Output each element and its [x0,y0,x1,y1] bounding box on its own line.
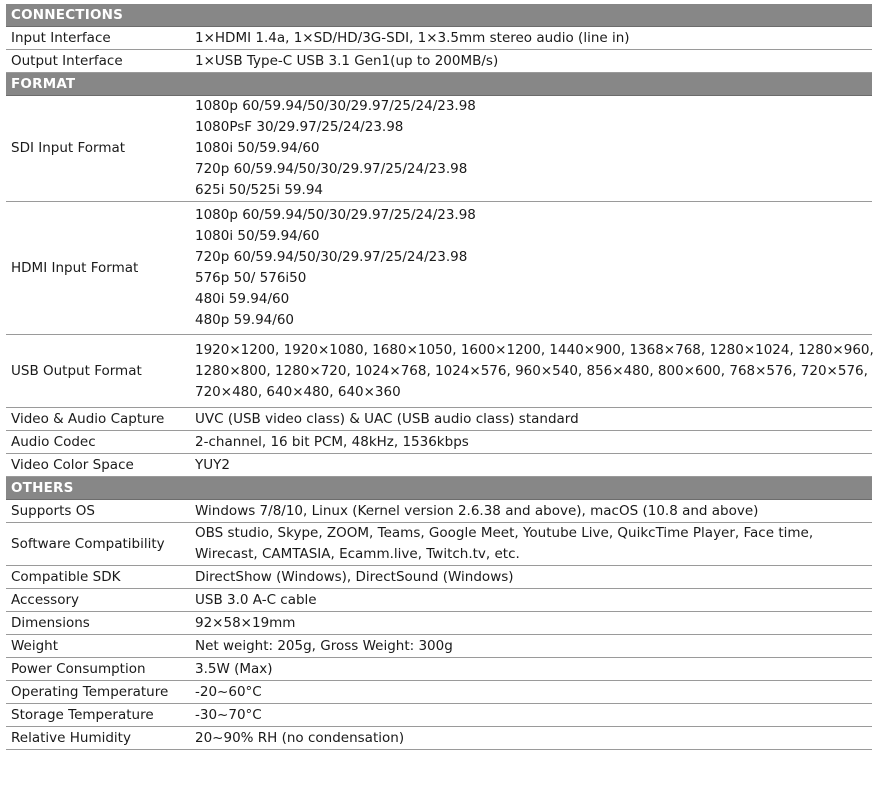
spec-value-line: 1080PsF 30/29.97/25/24/23.98 [195,119,404,135]
spec-value [189,408,872,431]
spec-value-line: 2-channel, 16 bit PCM, 48kHz, 1536kbps [195,433,469,450]
spec-label: Input Interface [6,27,189,50]
spec-row [6,566,872,589]
spec-value [189,50,872,73]
spec-value [189,27,872,50]
spec-row [6,658,872,681]
spec-value-line: 720×480, 640×480, 640×360 [195,383,401,400]
spec-table [6,4,872,750]
spec-label: Software Compatibility [6,523,189,566]
spec-value-line: -20~60°C [195,683,262,700]
spec-label: Output Interface [6,50,189,73]
spec-row [6,523,872,566]
spec-row [6,635,872,658]
spec-label: Audio Codec [6,431,189,454]
spec-row [6,408,872,431]
spec-row [6,202,872,335]
spec-value [189,431,872,454]
spec-row [6,50,872,73]
spec-value-line: 625i 50/525i 59.94 [195,182,323,198]
spec-value-line: Wirecast, CAMTASIA, Ecamm.live, Twitch.tv, etc. [195,546,520,562]
spec-value-line: 480i 59.94/60 [195,291,290,307]
spec-value [189,704,872,727]
spec-value-line: USB 3.0 A-C cable [195,591,317,608]
spec-label: Power Consumption [6,658,189,681]
spec-value [189,96,872,202]
section-title: OTHERS [6,477,872,500]
spec-row [6,704,872,727]
spec-value [189,335,872,408]
spec-value-line: 3.5W (Max) [195,660,273,677]
spec-value-line: 1080i 50/59.94/60 [195,228,320,244]
spec-value [189,635,872,658]
spec-value [189,523,872,566]
spec-row [6,500,872,523]
spec-value-line: DirectShow (Windows), DirectSound (Windows) [195,568,514,585]
spec-value-line: 1×USB Type-C USB 3.1 Gen1(up to 200MB/s) [195,52,499,69]
spec-value-line: 480p 59.94/60 [195,312,295,328]
spec-label: Weight [6,635,189,658]
spec-value-line: YUY2 [195,456,230,473]
spec-value-line: 576p 50/ 576i50 [195,270,307,286]
spec-value-line: Net weight: 205g, Gross Weight: 300g [195,637,453,654]
section-header [6,4,872,27]
spec-label: USB Output Format [6,335,189,408]
spec-label: HDMI Input Format [6,202,189,335]
section-title: CONNECTIONS [6,4,872,27]
spec-label: Operating Temperature [6,681,189,704]
spec-value [189,612,872,635]
spec-value-line: 1080p 60/59.94/50/30/29.97/25/24/23.98 [195,207,476,223]
spec-value [189,658,872,681]
spec-label: Video Color Space [6,454,189,477]
spec-label: Accessory [6,589,189,612]
spec-value [189,500,872,523]
spec-value [189,454,872,477]
spec-row [6,335,872,408]
spec-row [6,96,872,202]
section-header [6,477,872,500]
spec-value-line: 20~90% RH (no condensation) [195,729,405,746]
spec-value-line: 1080p 60/59.94/50/30/29.97/25/24/23.98 [195,98,476,114]
spec-row [6,454,872,477]
spec-value-line: 1×HDMI 1.4a, 1×SD/HD/3G-SDI, 1×3.5mm stereo audio (line in) [195,29,630,46]
spec-value-line: 92×58×19mm [195,614,296,631]
spec-value-line: 720p 60/59.94/50/30/29.97/25/24/23.98 [195,249,468,265]
spec-value-line: 1080i 50/59.94/60 [195,140,320,156]
spec-label: Storage Temperature [6,704,189,727]
spec-value-line: 720p 60/59.94/50/30/29.97/25/24/23.98 [195,161,468,177]
spec-row [6,431,872,454]
section-header [6,73,872,96]
spec-row [6,612,872,635]
spec-value-line: 1280×800, 1280×720, 1024×768, 1024×576, 960×540, 856×480, 800×600, 768×576, 720×576, [195,362,868,379]
spec-value [189,202,872,335]
spec-label: Relative Humidity [6,727,189,750]
spec-value-line: OBS studio, Skype, ZOOM, Teams, Google Meet, Youtube Live, QuikcTime Player, Face time, [195,525,814,541]
spec-row [6,27,872,50]
spec-row [6,681,872,704]
spec-table-body [6,4,872,750]
spec-row [6,589,872,612]
spec-row [6,727,872,750]
spec-label: Supports OS [6,500,189,523]
spec-label: Video & Audio Capture [6,408,189,431]
spec-value-line: -30~70°C [195,706,262,723]
section-title: FORMAT [6,73,872,96]
spec-label: SDI Input Format [6,96,189,202]
spec-value-line: 1920×1200, 1920×1080, 1680×1050, 1600×1200, 1440×900, 1368×768, 1280×1024, 1280×960, [195,341,874,358]
spec-value-line: Windows 7/8/10, Linux (Kernel version 2.6.38 and above), macOS (10.8 and above) [195,502,759,519]
spec-label: Dimensions [6,612,189,635]
spec-value [189,727,872,750]
spec-label: Compatible SDK [6,566,189,589]
spec-value [189,681,872,704]
spec-value [189,566,872,589]
spec-value [189,589,872,612]
spec-value-line: UVC (USB video class) & UAC (USB audio class) standard [195,410,579,427]
